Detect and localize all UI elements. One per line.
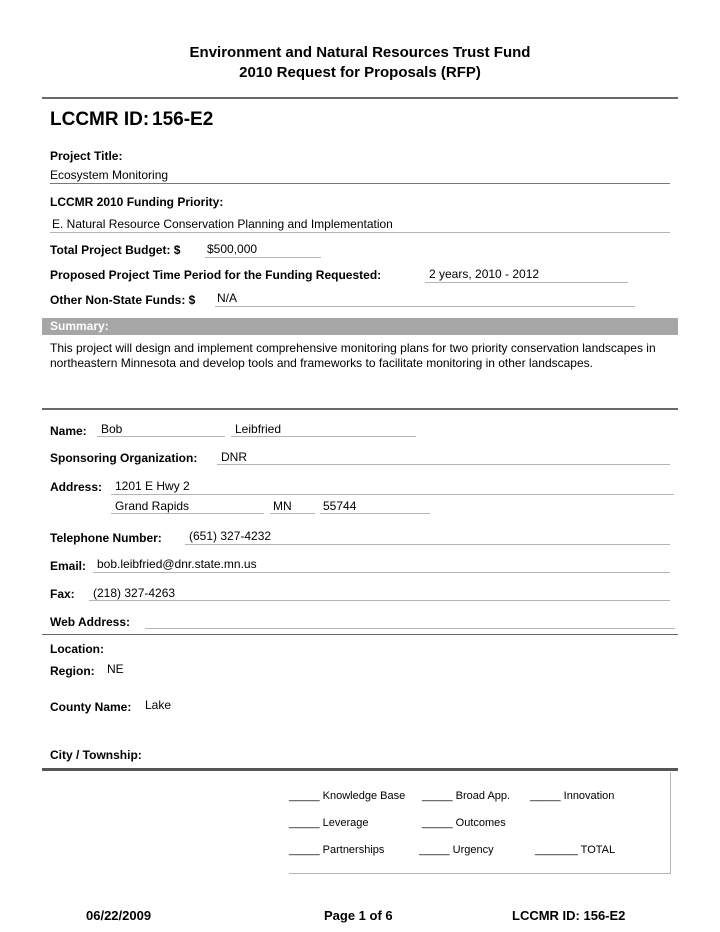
time-period-underline bbox=[425, 282, 628, 283]
time-period-value: 2 years, 2010 - 2012 bbox=[429, 267, 540, 281]
city-township-label: City / Township: bbox=[50, 748, 142, 762]
funding-priority-underline bbox=[50, 232, 670, 233]
web-address-underline bbox=[145, 628, 675, 629]
telephone-underline bbox=[185, 544, 670, 545]
summary-bar bbox=[42, 318, 678, 335]
budget-value: $500,000 bbox=[207, 242, 258, 256]
header-divider bbox=[42, 97, 678, 99]
form-title-line1: Environment and Natural Resources Trust Fund bbox=[189, 44, 531, 61]
fax-underline bbox=[89, 600, 670, 601]
non-state-funds-underline bbox=[215, 306, 635, 307]
first-name-underline bbox=[97, 436, 225, 437]
footer-date: 06/22/2009 bbox=[86, 908, 152, 923]
footer-lccmr-id: LCCMR ID: 156-E2 bbox=[512, 908, 626, 923]
summary-text: This project will design and implement comprehensive monitoring plans for two priority conservation landscapes in northeastern Minnesota and develop tools and frameworks to facilitate monitoring in other landscapes. bbox=[50, 341, 656, 370]
fax-value: (218) 327-4263 bbox=[93, 586, 176, 600]
address-label: Address: bbox=[50, 480, 103, 494]
summary-label: Summary: bbox=[50, 319, 109, 333]
name-label: Name: bbox=[50, 424, 87, 438]
region-value: NE bbox=[107, 662, 124, 676]
sponsoring-org-underline bbox=[217, 464, 670, 465]
lccmr-id-label: LCCMR ID: bbox=[50, 109, 150, 130]
score-partnerships: _____ Partnerships bbox=[289, 844, 385, 856]
project-title-label: Project Title: bbox=[50, 149, 123, 163]
zip-underline bbox=[320, 513, 430, 514]
last-name-underline bbox=[231, 436, 416, 437]
city-value: Grand Rapids bbox=[115, 499, 190, 513]
state-value: MN bbox=[273, 499, 292, 513]
city-underline bbox=[111, 513, 264, 514]
county-name-value: Lake bbox=[145, 698, 172, 712]
time-period-label: Proposed Project Time Period for the Funding Requested: bbox=[50, 268, 382, 282]
footer-page-number: Page 1 of 6 bbox=[324, 908, 393, 923]
sponsoring-org-value: DNR bbox=[221, 450, 247, 464]
score-innovation: _____ Innovation bbox=[530, 790, 615, 802]
non-state-funds-label: Other Non-State Funds: $ bbox=[50, 293, 196, 307]
sponsoring-org-label: Sponsoring Organization: bbox=[50, 451, 198, 465]
telephone-value: (651) 327-4232 bbox=[189, 529, 272, 543]
telephone-label: Telephone Number: bbox=[50, 531, 162, 545]
score-broad-app: _____ Broad App. bbox=[422, 790, 511, 802]
last-name-value: Leibfried bbox=[235, 422, 282, 436]
score-outcomes: _____ Outcomes bbox=[422, 817, 506, 829]
funding-priority-label: LCCMR 2010 Funding Priority: bbox=[50, 195, 224, 209]
form-title-line2: 2010 Request for Proposals (RFP) bbox=[239, 64, 481, 81]
state-underline bbox=[270, 513, 315, 514]
score-total: _______ TOTAL bbox=[535, 844, 616, 856]
project-title-value: Ecosystem Monitoring bbox=[50, 168, 169, 182]
budget-label: Total Project Budget: $ bbox=[50, 243, 181, 257]
scoring-box-bottom-edge bbox=[289, 873, 671, 874]
score-knowledge-base: _____ Knowledge Base bbox=[289, 790, 406, 802]
location-label: Location: bbox=[50, 642, 104, 656]
email-underline bbox=[93, 572, 670, 573]
summary-divider bbox=[42, 408, 678, 410]
county-name-label: County Name: bbox=[50, 700, 132, 714]
project-title-underline bbox=[50, 183, 670, 184]
score-urgency: _____ Urgency bbox=[419, 844, 494, 856]
budget-underline bbox=[205, 257, 321, 258]
lccmr-id-value: 156-E2 bbox=[152, 109, 214, 130]
score-leverage: _____ Leverage bbox=[289, 817, 369, 829]
zip-value: 55744 bbox=[323, 499, 357, 513]
fax-label: Fax: bbox=[50, 587, 75, 601]
non-state-funds-value: N/A bbox=[217, 291, 238, 305]
scoring-box-right-edge bbox=[670, 772, 671, 874]
contact-divider bbox=[42, 634, 678, 635]
region-label: Region: bbox=[50, 664, 95, 678]
location-divider bbox=[42, 768, 678, 771]
street-value: 1201 E Hwy 2 bbox=[115, 479, 190, 493]
email-value: bob.leibfried@dnr.state.mn.us bbox=[97, 557, 257, 571]
web-address-label: Web Address: bbox=[50, 615, 131, 629]
street-underline bbox=[111, 494, 674, 495]
first-name-value: Bob bbox=[101, 422, 123, 436]
funding-priority-value: E. Natural Resource Conservation Planning and Implementation bbox=[52, 217, 393, 231]
email-label: Email: bbox=[50, 559, 87, 573]
